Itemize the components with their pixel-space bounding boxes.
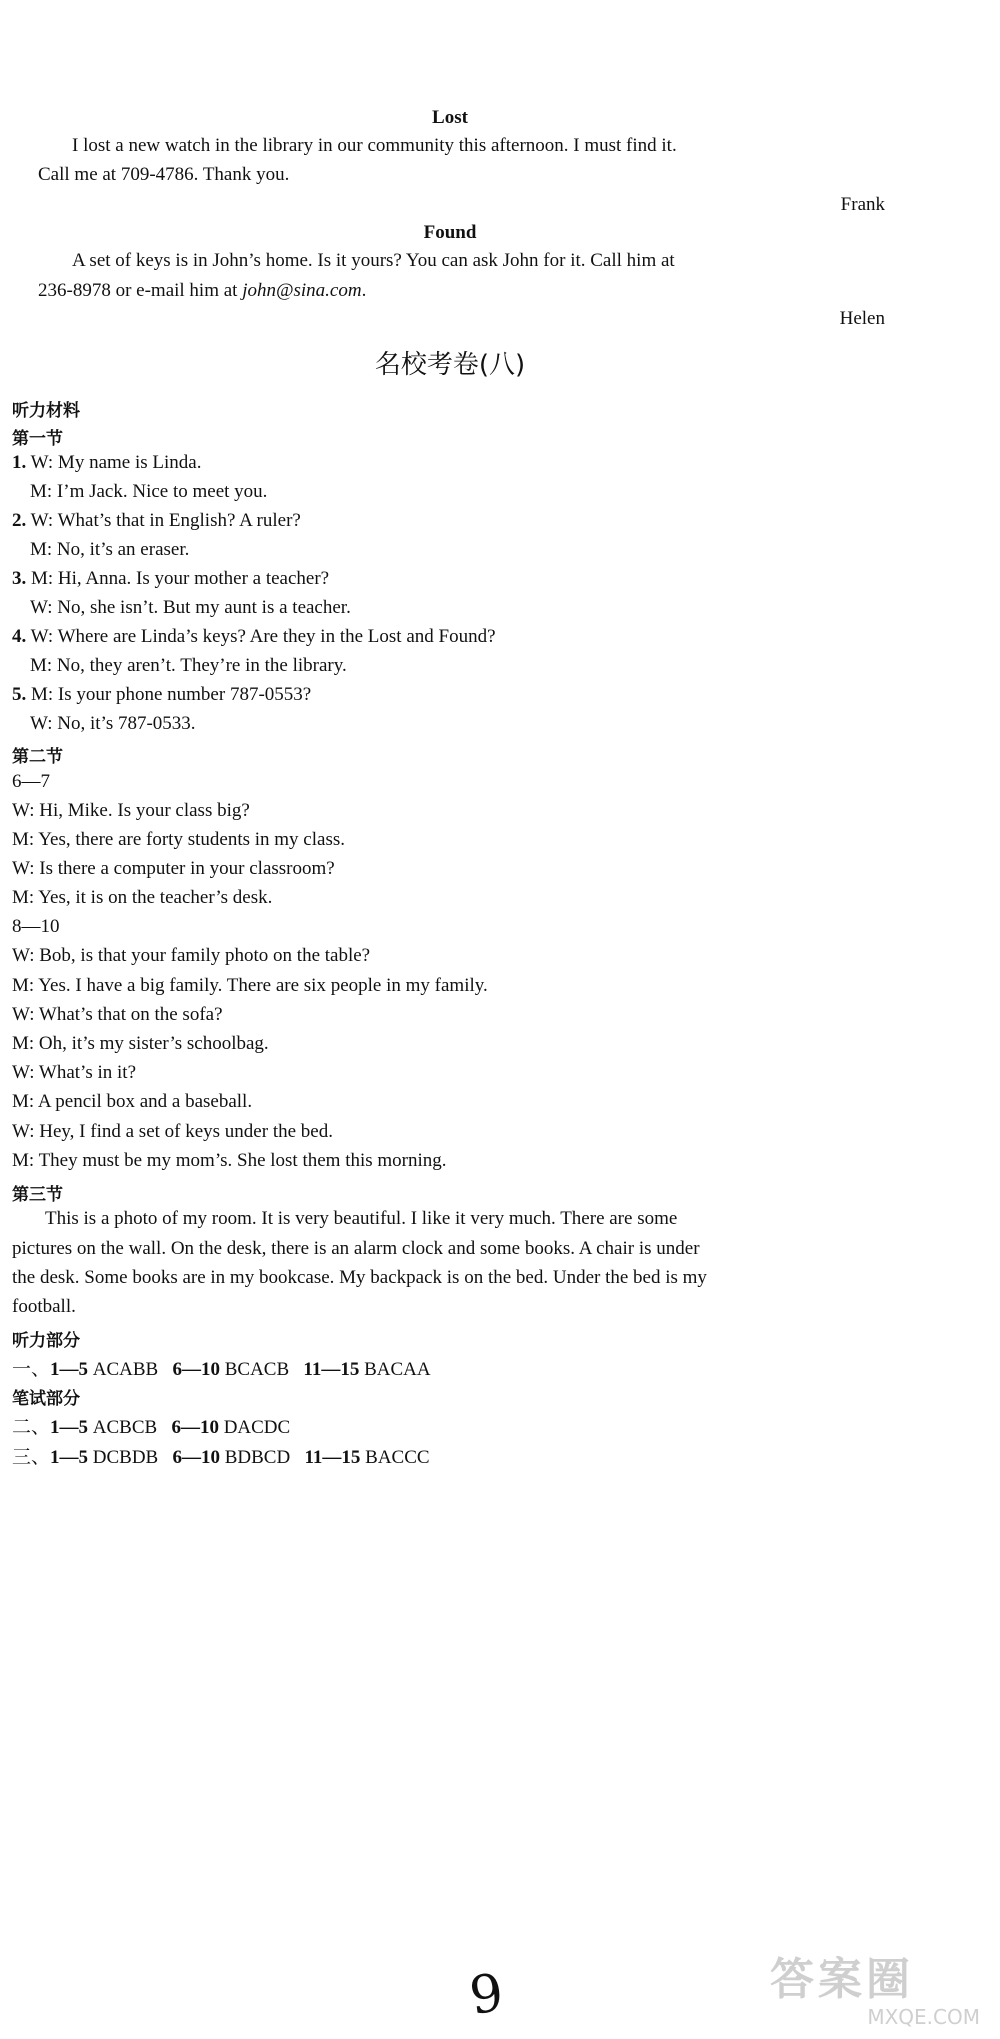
dialog-text: W: Where are Linda’s keys? Are they in the Lost and Found? [30, 626, 496, 647]
answer-row-3 [12, 1442, 430, 1469]
dialog-line: M: They must be my mom’s. She lost them this morning. [12, 1150, 447, 1171]
dialog-line: M: A pencil box and a baseball. [12, 1091, 253, 1112]
dialog-line [30, 655, 347, 677]
dialog-line [12, 684, 311, 706]
passage-line: the desk. Some books are in my bookcase. My backpack is on the bed. Under the bed is my [12, 1267, 707, 1288]
passage-line: football. [12, 1296, 76, 1317]
lost-title: Lost [432, 107, 468, 128]
dialog-line: W: What’s in it? [12, 1062, 137, 1083]
dialog-line [12, 568, 329, 590]
dialog-text: M: No, they aren’t. They’re in the library. [30, 655, 347, 676]
watermark-text: 答案圈 [770, 1954, 914, 2005]
answer-prefix: 一、 [12, 1358, 51, 1380]
dialog-text: W: No, she isn’t. But my aunt is a teacher. [30, 597, 351, 618]
answer-keys: BCACB [224, 1359, 290, 1380]
item-number: 3. [12, 568, 27, 589]
answer-row-1 [12, 1354, 431, 1381]
dialog-line [30, 539, 189, 561]
dialog-line: W: Bob, is that your family photo on the table? [12, 945, 371, 966]
answer-range: 1—5 [50, 1447, 89, 1468]
dialog-text: M: Is your phone number 787-0553? [31, 684, 312, 705]
found-title: Found [423, 222, 477, 243]
dialog-line: M: Yes. I have a big family. There are six people in my family. [12, 975, 488, 996]
dialog-line [30, 481, 267, 503]
answer-range: 6—10 [172, 1447, 220, 1468]
passage-line: This is a photo of my room. It is very beautiful. I like it very much. There are some [45, 1208, 678, 1229]
answer-range: 11—15 [304, 1447, 361, 1468]
answer-keys: BDBCD [224, 1447, 291, 1468]
dialog-line: M: Oh, it’s my sister’s schoolbag. [12, 1033, 269, 1054]
lost-line-1: I lost a new watch in the library in our community this afternoon. I must find it. [72, 135, 677, 156]
written-answers-heading: 笔试部分 [12, 1389, 80, 1409]
watermark-url: MXQE.COM [867, 2005, 980, 2029]
listening-material-heading: 听力材料 [12, 401, 80, 421]
dialog-text: M: No, it’s an eraser. [30, 539, 190, 560]
answer-range: 11—15 [303, 1359, 360, 1380]
handwritten-page-mark: 9 [465, 1962, 508, 2028]
part2-heading: 第二节 [12, 747, 63, 767]
dialog-line [30, 597, 351, 619]
item-number: 2. [12, 510, 27, 531]
found-line-2-text: 236-8978 or e-mail him at [38, 280, 243, 301]
group-label: 6—7 [12, 771, 50, 792]
dialog-line: M: Yes, it is on the teacher’s desk. [12, 887, 273, 908]
answer-prefix: 二、 [12, 1416, 51, 1438]
found-line-1: A set of keys is in John’s home. Is it yours? You can ask John for it. Call him at [72, 250, 675, 271]
item-number: 5. [12, 684, 27, 705]
answer-keys: ACBCB [92, 1417, 158, 1438]
answer-keys: BACAA [364, 1359, 431, 1380]
found-signer: Helen [839, 308, 885, 329]
passage-line: pictures on the wall. On the desk, there is an alarm clock and some books. A chair is under [12, 1238, 700, 1259]
dialog-line: W: What’s that on the sofa? [12, 1004, 223, 1025]
dialog-text: W: What’s that in English? A ruler? [30, 510, 301, 531]
dialog-text: W: No, it’s 787-0533. [30, 713, 196, 734]
dialog-line [12, 510, 301, 532]
dialog-line [30, 713, 196, 735]
listening-answers-heading: 听力部分 [12, 1331, 80, 1351]
dialog-line: W: Is there a computer in your classroom? [12, 858, 335, 879]
group-label: 8—10 [12, 916, 60, 937]
part3-heading: 第三节 [12, 1185, 63, 1205]
part1-heading: 第一节 [12, 429, 63, 449]
answer-range: 1—5 [50, 1417, 89, 1438]
found-line-2 [38, 272, 366, 310]
dialog-line: W: Hi, Mike. Is your class big? [12, 800, 250, 821]
answer-keys: BACCC [365, 1447, 430, 1468]
dialog-line: W: Hey, I find a set of keys under the bed. [12, 1121, 333, 1142]
dialog-line: M: Yes, there are forty students in my class. [12, 829, 345, 850]
item-number: 4. [12, 626, 27, 647]
found-line-2-end: . [361, 280, 367, 301]
answer-row-2 [12, 1412, 290, 1439]
found-email: john@sina.com [242, 280, 362, 301]
dialog-text: W: My name is Linda. [30, 452, 202, 473]
lost-signer: Frank [840, 194, 885, 215]
dialog-text: M: I’m Jack. Nice to meet you. [30, 481, 268, 502]
lost-line-2: Call me at 709-4786. Thank you. [38, 164, 290, 185]
answer-range: 6—10 [171, 1417, 219, 1438]
section-title: 名校考卷(八) [374, 350, 526, 380]
answer-range: 6—10 [172, 1359, 220, 1380]
dialog-line [12, 626, 496, 648]
dialog-line [12, 452, 201, 474]
dialog-text: M: Hi, Anna. Is your mother a teacher? [31, 568, 330, 589]
item-number: 1. [12, 452, 27, 473]
watermark-logo [770, 1955, 990, 2035]
answer-prefix: 三、 [12, 1446, 51, 1468]
answer-keys: DACDC [223, 1417, 291, 1438]
answer-keys: ACABB [92, 1359, 159, 1380]
answer-keys: DCBDB [92, 1447, 159, 1468]
answer-range: 1—5 [50, 1359, 89, 1380]
